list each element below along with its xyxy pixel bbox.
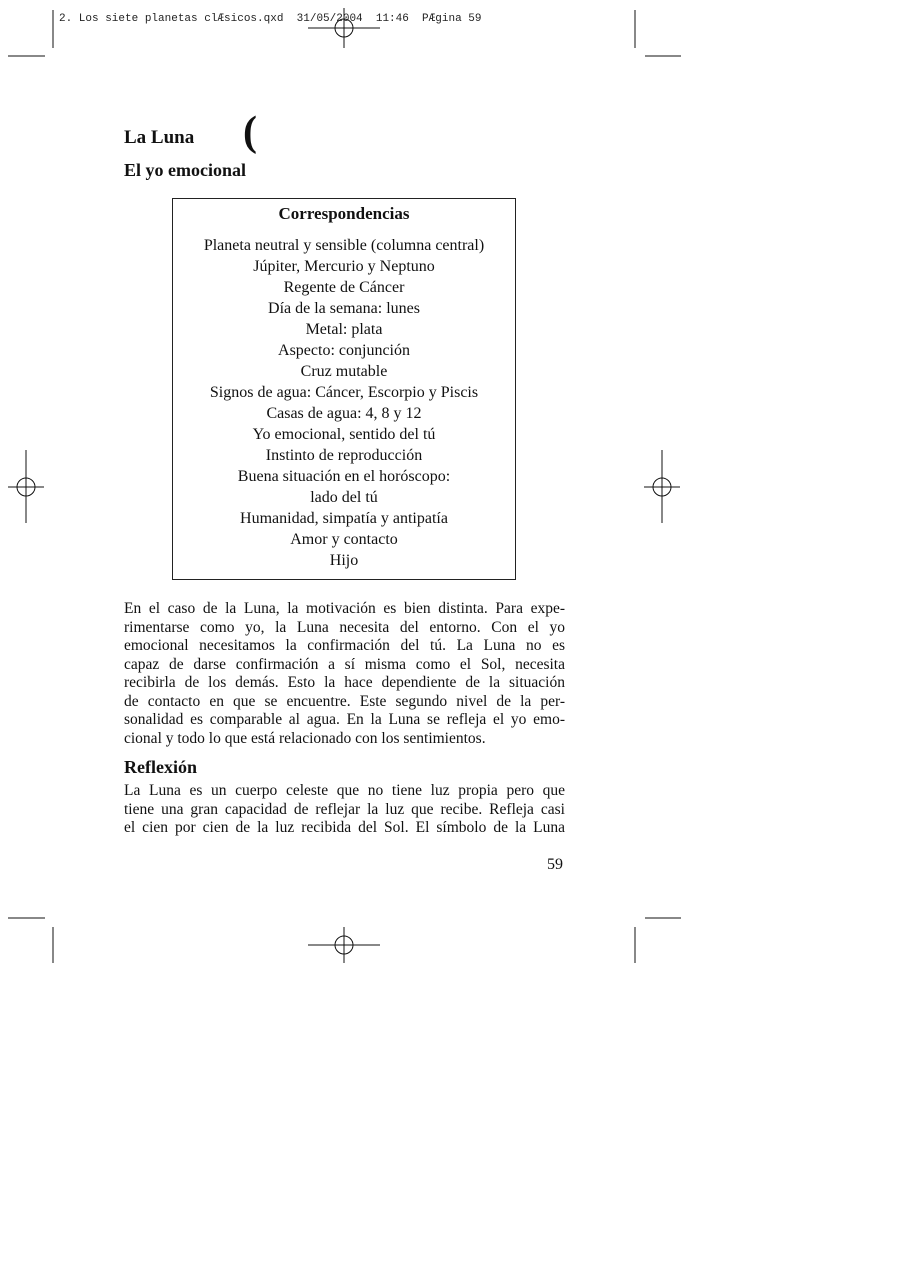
- correspondence-item: Humanidad, simpatía y antipatía: [240, 510, 448, 527]
- text-line: En el caso de la Luna, la motivación es bien distinta. Para expe-: [124, 600, 565, 617]
- correspondence-item: Día de la semana: lunes: [268, 300, 420, 317]
- text-line: sonalidad es comparable al agua. En la Luna se refleja el yo emo-: [124, 711, 565, 728]
- text-line: capaz de darse confirmación a sí misma como el Sol, necesita: [124, 655, 565, 673]
- text-line: cional y todo lo que está relacionado con los sentimientos.: [124, 729, 486, 747]
- text-line: rimentarse como yo, la Luna necesita del entorno. Con el yo: [124, 618, 565, 636]
- correspondence-item: Signos de agua: Cáncer, Escorpio y Piscis: [209, 384, 479, 401]
- text-line: recibirla de los demás. Esto la hace dependiente de la situación: [124, 674, 565, 691]
- box-title: Correspondencias: [278, 204, 410, 223]
- section-heading: Reflexión: [124, 757, 197, 777]
- chapter-subtitle: El yo emocional: [124, 160, 246, 180]
- registration-mark-left: [8, 450, 44, 523]
- print-slug: 2. Los siete planetas clÆsicos.qxd 31/05/2004 11:46 PÆgina 59: [59, 13, 482, 25]
- moon-symbol-icon: (: [243, 109, 257, 155]
- text-line: tiene una gran capacidad de reflejar la luz que recibe. Refleja casi: [124, 800, 565, 818]
- correspondence-item: Casas de agua: 4, 8 y 12: [266, 405, 422, 422]
- text-line: emocional necesitamos la confirmación del tú. La Luna no es: [124, 637, 565, 654]
- correspondence-item: Hijo: [329, 552, 359, 569]
- correspondence-item: Amor y contacto: [290, 531, 398, 548]
- page-number: 59: [547, 856, 563, 873]
- registration-mark-right: [644, 450, 680, 523]
- paragraph-2: [124, 782, 565, 838]
- paragraph-1: [124, 600, 565, 748]
- registration-mark-bottom: [308, 927, 380, 963]
- chapter-title: La Luna: [124, 127, 195, 148]
- correspondence-item: Metal: plata: [305, 321, 383, 338]
- correspondence-item: Yo emocional, sentido del tú: [252, 426, 436, 443]
- correspondence-item: Instinto de reproducción: [265, 447, 423, 464]
- correspondence-item: Aspecto: conjunción: [278, 342, 410, 359]
- correspondence-item: Regente de Cáncer: [283, 279, 405, 296]
- correspondence-item: Buena situación en el horóscopo:: [237, 468, 451, 485]
- correspondences-box: [172, 198, 516, 580]
- correspondence-item: Planeta neutral y sensible (columna central): [203, 237, 485, 254]
- correspondence-item: lado del tú: [310, 489, 378, 506]
- correspondence-item: Júpiter, Mercurio y Neptuno: [253, 258, 435, 275]
- text-line: el cien por cien de la luz recibida del Sol. El símbolo de la Luna: [124, 819, 565, 836]
- text-line: de contacto en que se encuentre. Este segundo nivel de la per-: [124, 692, 565, 710]
- correspondence-item: Cruz mutable: [300, 363, 388, 380]
- text-line: La Luna es un cuerpo celeste que no tiene luz propia pero que: [124, 782, 565, 799]
